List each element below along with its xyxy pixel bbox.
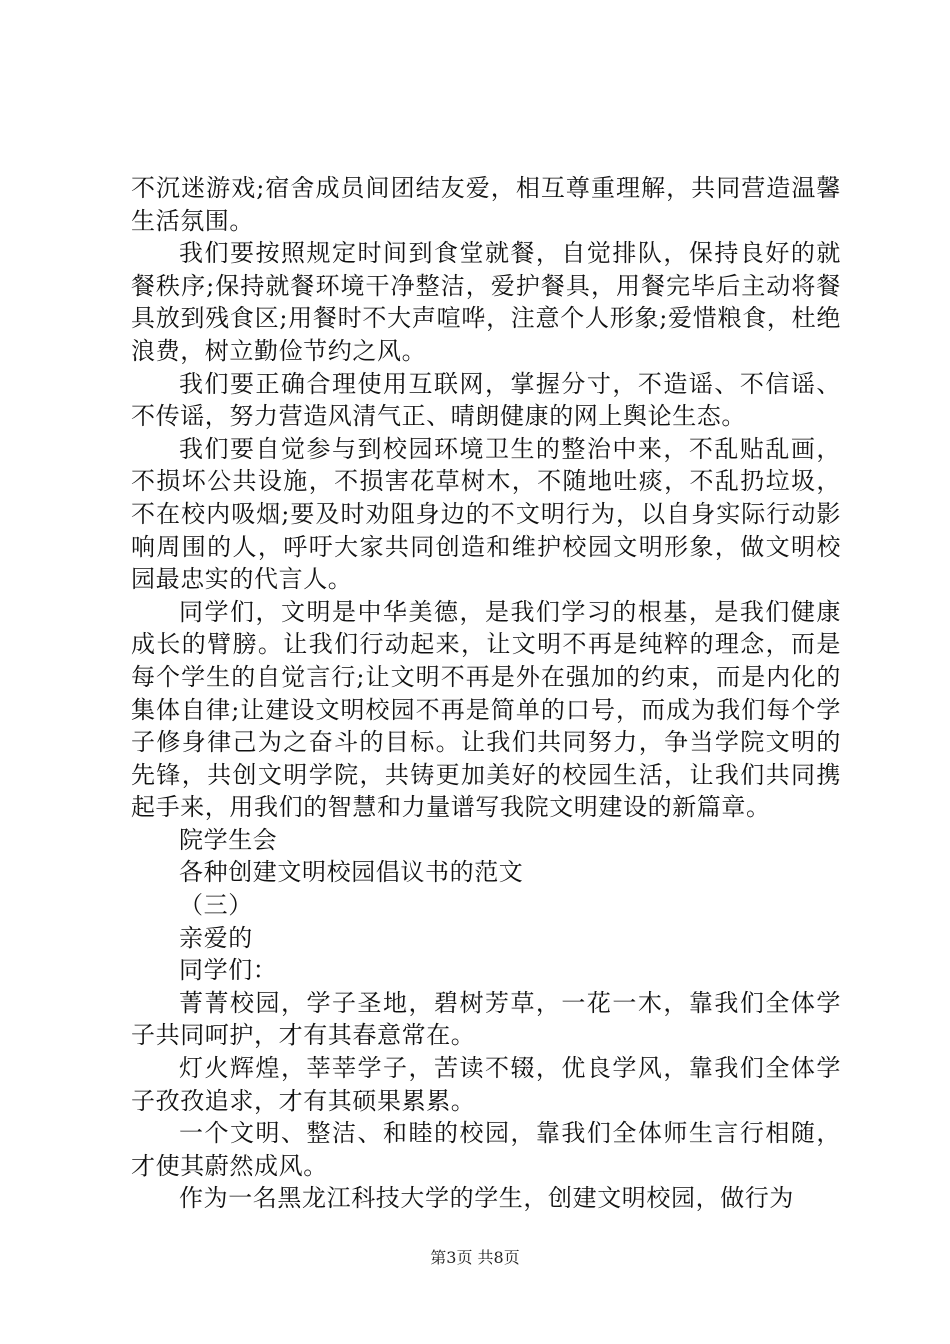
document-body xyxy=(131,172,841,1215)
page-footer xyxy=(0,1245,950,1268)
section-title: 各种创建文明校园倡议书的范文 xyxy=(179,858,524,887)
paragraph: 菁菁校园，学子圣地，碧树芳草，一花一木，靠我们全体学子共同呵护，才有其春意常在。 xyxy=(131,988,841,1050)
paragraph: 不沉迷游戏;宿舍成员间团结友爱，相互尊重理解，共同营造温馨生活氛围。 xyxy=(131,174,841,235)
paragraph: 一个文明、整洁、和睦的校园，靠我们全体师生言行相随，才使其蔚然成风。 xyxy=(131,1119,841,1180)
salutation-line: 同学们： xyxy=(179,956,278,985)
signature-line: 院学生会 xyxy=(179,825,278,854)
paragraph: 我们要按照规定时间到食堂就餐，自觉排队，保持良好的就餐秩序;保持就餐环境干净整洁，爱护餐具，用餐完毕后主动将餐具放到残食区;用餐时不大声喧哗，注意个人形象;爱惜粮食，杜绝浪费，树立勤俭节约之风。 xyxy=(131,239,841,365)
paragraph: 同学们，文明是中华美德，是我们学习的根基，是我们健康成长的臂膀。让我们行动起来，让文明不再是纯粹的理念，而是每个学生的自觉言行;让文明不再是外在强加的约束，而是内化的集体自律;让建设文明校园不再是简单的口号，而成为我们每个学子修身律己为之奋斗的目标。让我们共同努力，争当学院文明的先锋，共创文明学院，共铸更加美好的校园生活，让我们共同携起手来，用我们的智慧和力量谱写我院文明建设的新篇章。 xyxy=(131,597,841,822)
paragraph: 灯火辉煌，莘莘学子，苦读不辍，优良学风，靠我们全体学子孜孜追求，才有其硕果累累。 xyxy=(131,1054,841,1115)
salutation-line: 亲爱的 xyxy=(179,923,253,952)
page-number: 第3页 共8页 xyxy=(430,1248,520,1267)
paragraph: 作为一名黑龙江科技大学的学生，创建文明校园，做行为 xyxy=(179,1184,794,1213)
paragraph: 我们要自觉参与到校园环境卫生的整治中来，不乱贴乱画，不损坏公共设施，不损害花草树木，不随地吐痰，不乱扔垃圾，不在校内吸烟;要及时劝阻身边的不文明行为，以自身实际行动影响周围的人，呼吁大家共同创造和维护校园文明形象，做文明校园最忠实的代言人。 xyxy=(131,434,841,594)
section-number: （三） xyxy=(179,891,253,920)
paragraph: 我们要正确合理使用互联网，掌握分寸，不造谣、不信谣、不传谣，努力营造风清气正、晴朗健康的网上舆论生态。 xyxy=(131,369,841,431)
